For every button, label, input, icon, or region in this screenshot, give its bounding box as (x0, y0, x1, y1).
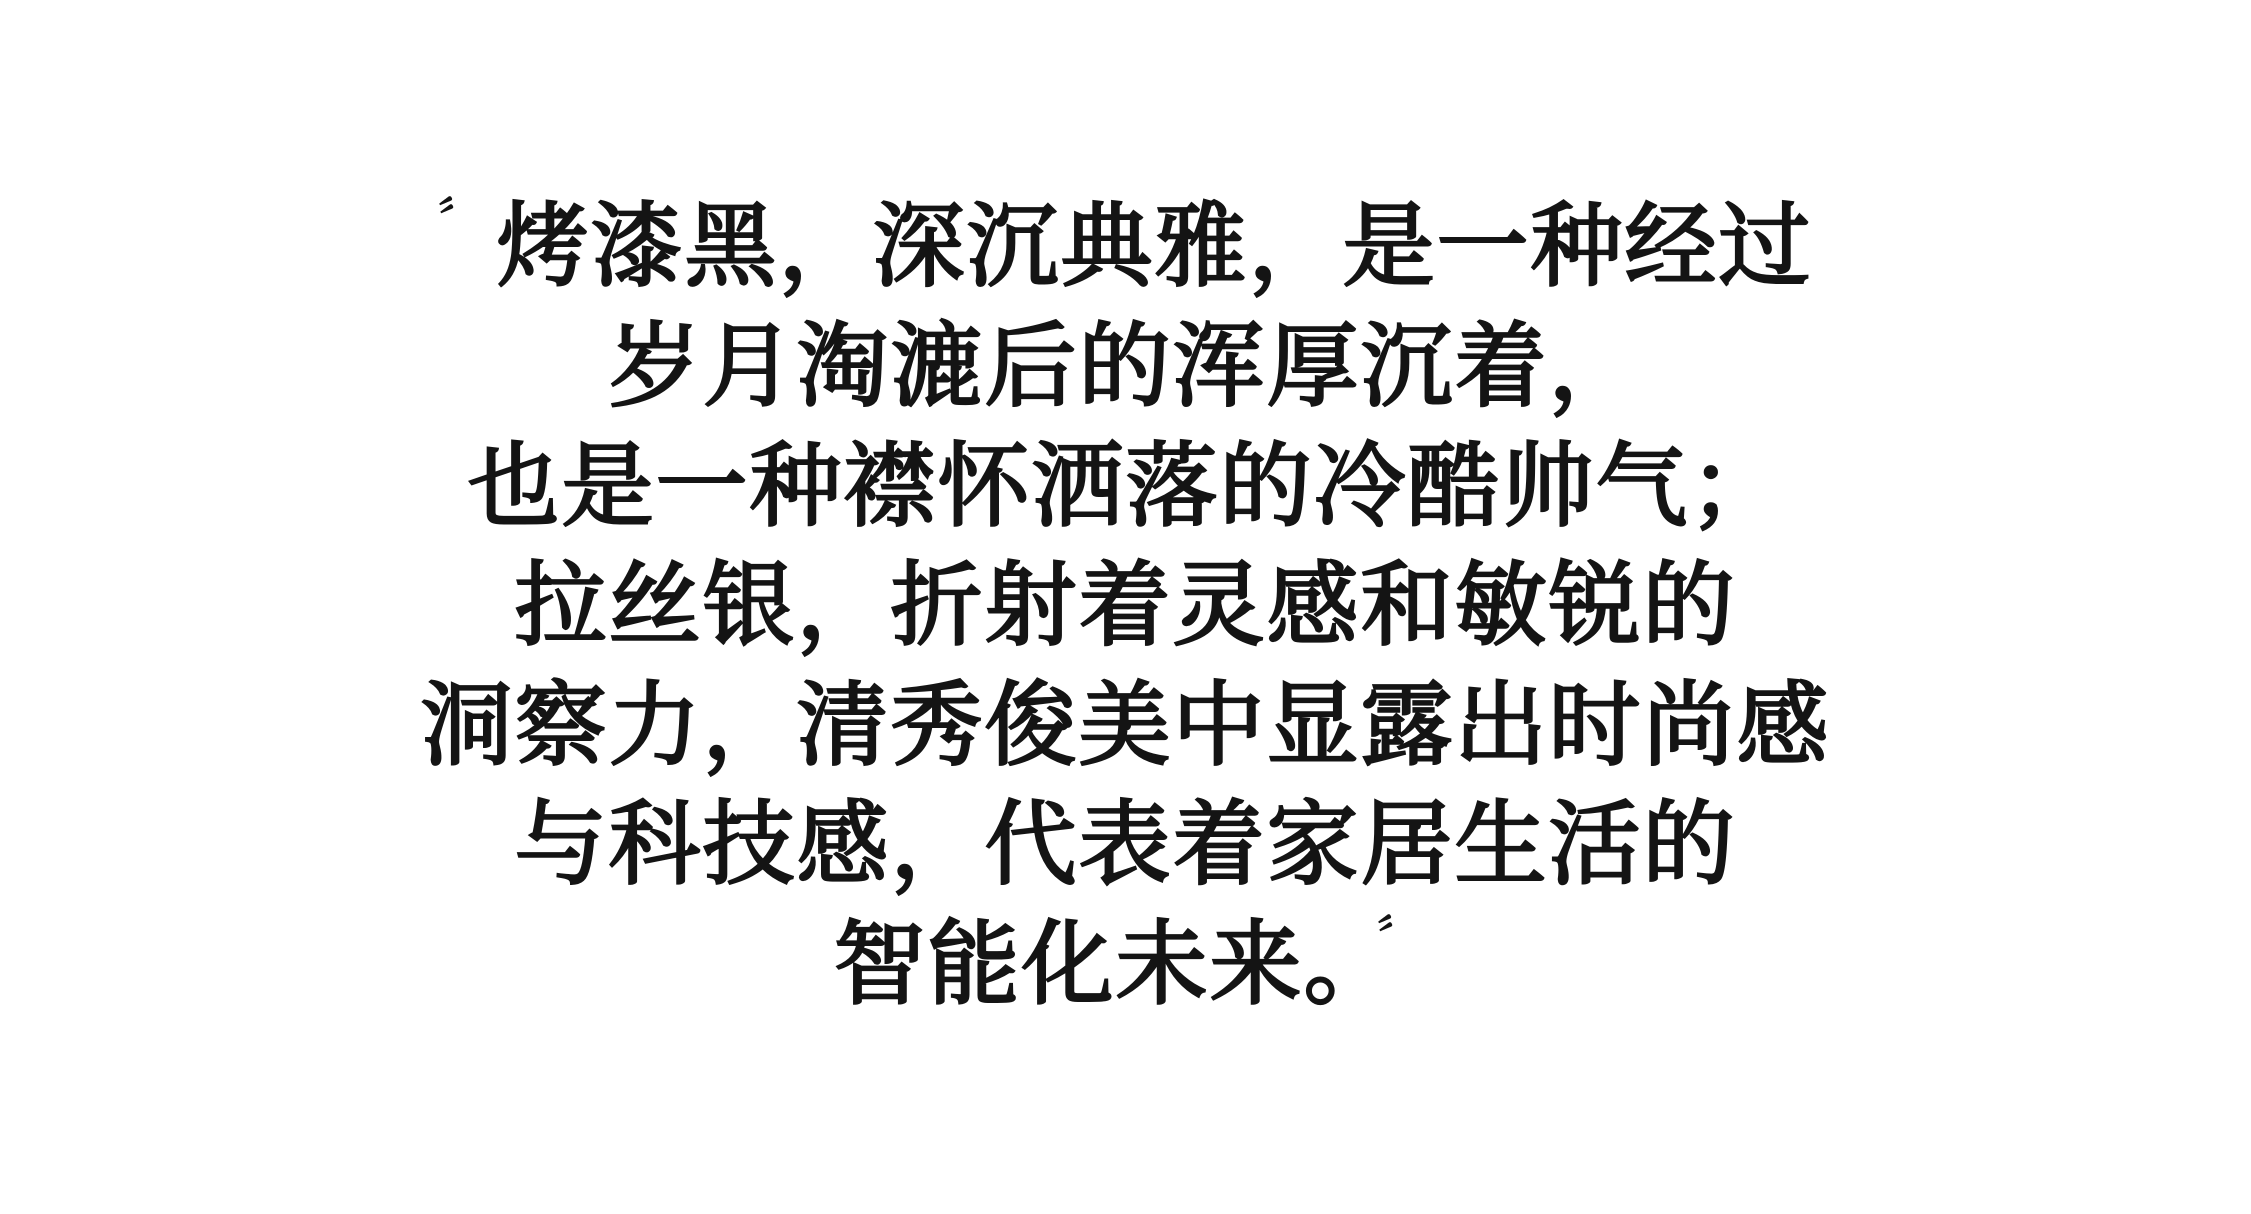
close-quote-mark: 〞 (1377, 913, 1418, 958)
quote-line-2-text: 岁月淘漉后的浑厚沉着， (608, 316, 1643, 419)
quote-line-6 (166, 786, 2086, 906)
quote-line-7-text: 智能化未来。 (833, 913, 1352, 1016)
open-quote-mark: 〞 (438, 196, 479, 241)
quote-line-5 (166, 667, 2086, 787)
quote-line-3-text: 也是一种襟怀洒落的冷酷帅气； (467, 435, 1784, 538)
quote-block (146, 188, 2106, 1025)
quote-line-7 (166, 906, 2086, 1026)
quote-line-5-text: 洞察力，清秀俊美中显露出时尚感 (420, 674, 1831, 777)
quote-line-2 (166, 308, 2086, 428)
quote-line-3 (166, 428, 2086, 548)
quote-line-1 (166, 188, 2086, 308)
quote-line-4-text: 拉丝银，折射着灵感和敏锐的 (514, 555, 1737, 658)
quote-line-1-text: 烤漆黑，深沉典雅，是一种经过 (496, 196, 1813, 299)
quote-line-4 (166, 547, 2086, 667)
quote-line-6-text: 与科技感，代表着家居生活的 (514, 794, 1737, 897)
